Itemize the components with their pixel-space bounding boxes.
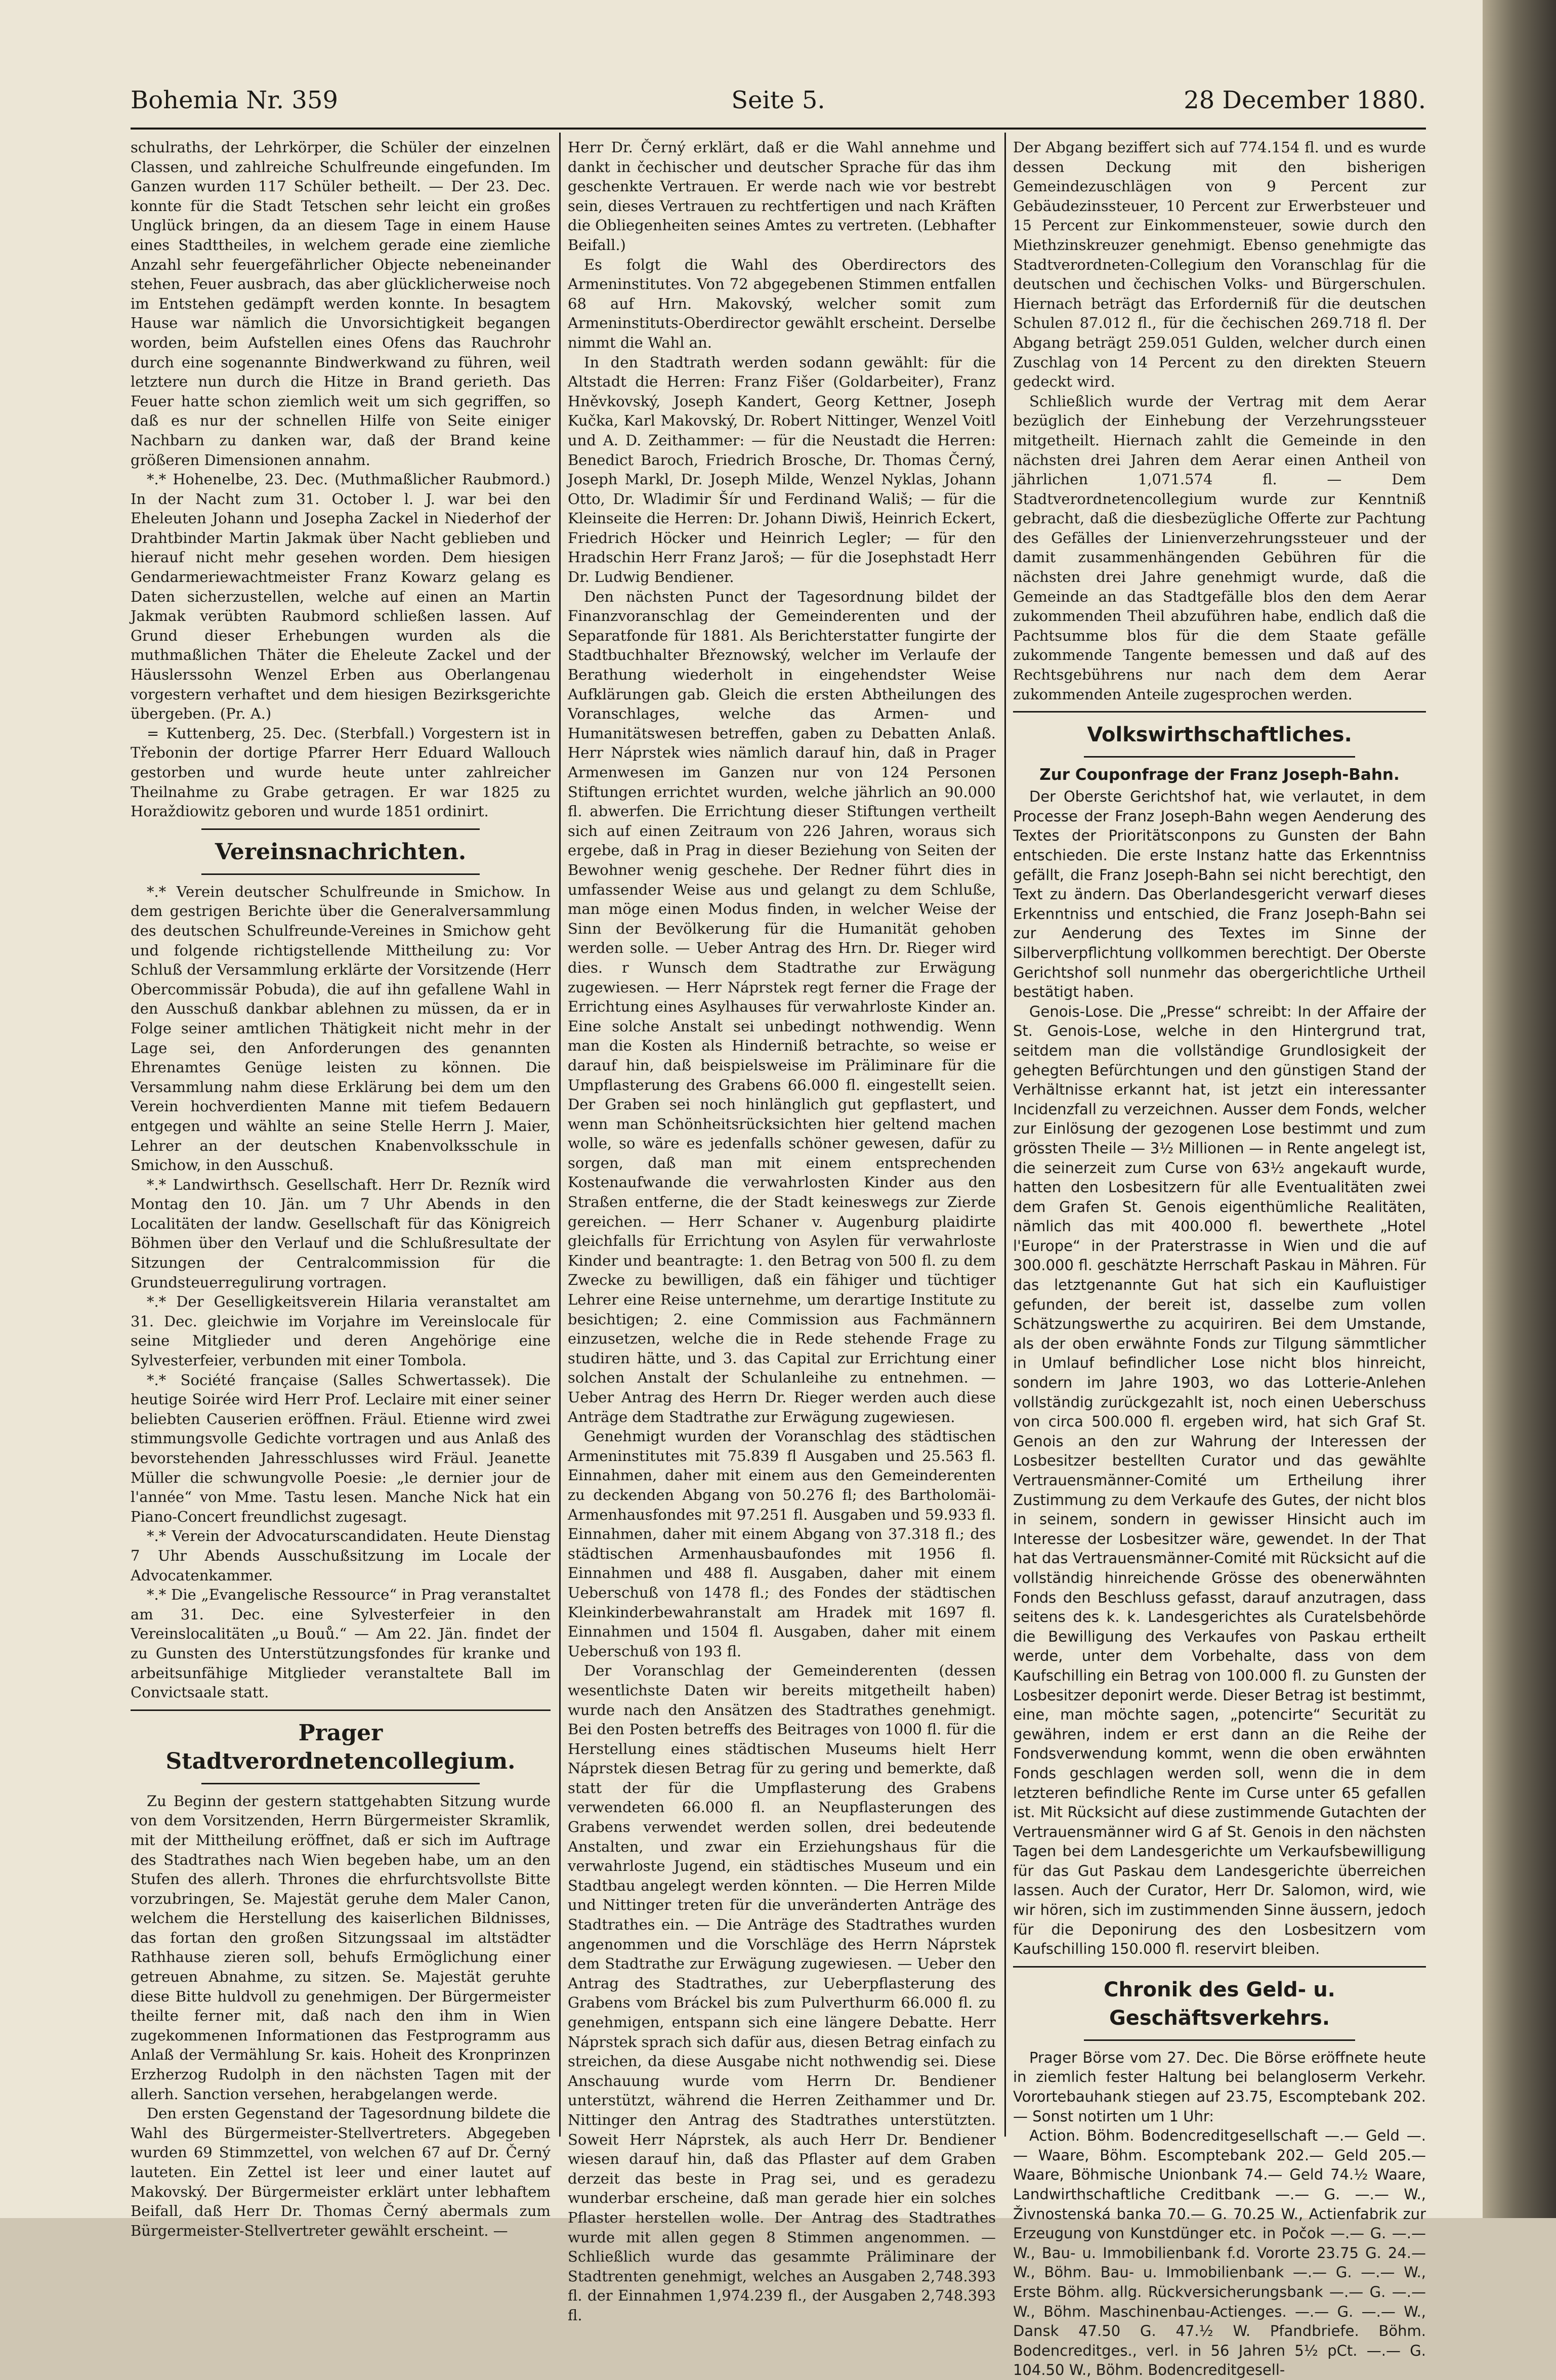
header-date: 28 December 1880. [1184, 86, 1426, 114]
section-heading: Prager Stadtverordnetencollegium. [165, 1720, 516, 1774]
article-paragraph: Action. Böhm. Bodencreditgesellschaft —.— Geld —.— Waare, Böhm. Escomptebank 202.— Geld 205.— Waare, Böhmische Unionbank 74.— Geld 74.½ Waare, Landwirthschaftliche Creditbank —.— G. —.— W., Živnostenská banka 70.— G. 70.25 W., Actienfabrik zur Erzeugung von Kunstdünger etc. in Počok —.— G. —.— W., Bau- u. Immobilienbank f.d. Vororte 23.75 G. 24.— W., Böhm. Bau- u. Immobilienbank —.— G. —.— W., Erste Böhm. allg. Rückversicherungsbank —.— G. —.— W., Böhm. Maschinenbau-Actienges. —.— G. —.— W., Dansk 47.50 G. 47.½ W. Pfandbriefe. Böhm. Bodencreditges., verl. in 56 Jahren 5½ pCt. —.— G. 104.50 W., Böhm. Bodencreditgesell- [1013, 2127, 1426, 2379]
article-paragraph: *.* Die „Evangelische Ressource“ in Prag veranstaltet am 31. Dec. eine Sylvesterfeier in den Vereinslocalitäten „u Bouů.“ — Am 22. Jän. findet der zu Gunsten des Unterstützungsfondes für kranke und arbeitsunfähige Mitglieder veranstaltete Ball im Convictsaale statt. [131, 1586, 551, 1701]
article-paragraph: *.* Verein der Advocaturscandidaten. Heute Dienstag 7 Uhr Abends Ausschußsitzung im Locale der Advocatenkammer. [131, 1527, 551, 1584]
section-rule [131, 1709, 551, 1711]
section-rule [1084, 756, 1355, 758]
section-heading: Chronik des Geld- u. Geschäftsverkehrs. [1104, 1978, 1335, 2030]
section-heading: Volkswirthschaftliches. [1087, 723, 1352, 747]
article-paragraph: Zu Beginn der gestern stattgehabten Sitzung wurde von dem Vorsitzenden, Herrn Bürgermeister Skramlik, mit der Mittheilung eröffnet, daß er sich im Auftrage des Stadtrathes nach Wien begeben habe, um an den Stufen des allerh. Thrones die ehrfurchtsvollste Bitte vorzubringen, Se. Majestät geruhe dem Maler Canon, welchem die Herstellung des kaiserlichen Bildnisses, das fortan den großen Sitzungssaal im altstädter Rathhause zieren soll, behufs Ermöglichung einer getreuen Abnahme, zu sitzen. Se. Majestät geruhte diese Bitte huldvoll zu genehmigen. Der Bürgermeister theilte ferner mit, daß nach den ihm in Wien zugekommenen Informationen das Festprogramm aus Anlaß der Vermählung Sr. kais. Hoheit des Kronprinzen Erzherzog Rudolph in den nächsten Tagen mit der allerh. Sanction versehen, herabgelangen werde. [131, 1792, 551, 2103]
article-paragraph: *.* Verein deutscher Schulfreunde in Smichow. In dem gestrigen Berichte über die Generalversammlung des deutschen Schulfreunde-Vereines in Smichow geht und folgende richtigstellende Mittheilung zu: Vor Schluß der Versammlung erklärte der Vorsitzende (Herr Obercommissär Pobuda), die auf ihn gefallene Wahl in den Ausschuß dankbar ablehnen zu müssen, da er in Folge seiner amtlichen Thätigkeit nicht mehr in der Lage sei, den Anforderungen des genannten Ehrenamtes Genüge leisten zu können. Die Versammlung nahm diese Erklärung bei dem um den Verein hochverdienten Manne mit tiefem Bedauern entgegen und wählte an seine Stelle Herrn J. Maier, Lehrer an der deutschen Knabenvolksschule in Smichow, in den Ausschuß. [131, 883, 551, 1174]
header-masthead: Bohemia Nr. 359 [131, 86, 339, 114]
article-paragraph: = Kuttenberg, 25. Dec. (Sterbfall.) Vorgestern ist in Třebonin der dortige Pfarrer Herr Eduard Wallouch gestorben und wurde heute unter zahlreicher Theilnahme zu Grabe getragen. Er war 1825 zu Horaždiowitz geboren und wurde 1851 ordinirt. [131, 724, 551, 820]
article-paragraph: *.* Der Geselligkeitsverein Hilaria veranstaltet am 31. Dec. gleichwie im Vorjahre im Vereinslocale für seine Mitglieder und deren Angehörige eine Sylvesterfeier, verbunden mit einer Tombola. [131, 1293, 551, 1369]
article-paragraph: schulraths, der Lehrkörper, die Schüler der einzelnen Classen, und zahlreiche Schulfreunde eingefunden. Im Ganzen wurden 117 Schüler betheilt. — Der 23. Dec. konnte für die Stadt Tetschen sehr leicht ein großes Unglück bringen, da an diesem Tage in einem Hause eines Stadttheiles, in welchem gerade eine ziemliche Anzahl sehr feuergefährlicher Objecte nebeneinander stehen, Feuer ausbrach, das aber glücklicherweise noch im Entstehen gedämpft werden konnte. In besagtem Hause war nämlich die Unvorsichtigkeit begangen worden, beim Aufstellen eines Ofens das Rauchrohr durch eine sogenannte Bindwerkwand zu führen, weil letztere nun durch die Hitze in Brand gerieth. Das Feuer hatte schon ziemlich weit um sich gegriffen, so daß es nur der schnellen Hilfe von Seite einiger Nachbarn zu danken war, daß der Brand keine größeren Dimensionen annahm. [131, 139, 551, 469]
article-paragraph: Prager Börse vom 27. Dec. Die Börse eröffnete heute in ziemlich fester Haltung bei belangloserm Verkehr. Vorortebauhank stiegen auf 23.75, Escomptebank 202. — Sonst notirten um 1 Uhr: [1013, 2049, 1426, 2125]
article-subheading: Zur Couponfrage der Franz Joseph-Bahn. [1039, 766, 1400, 784]
article-paragraph: In den Stadtrath werden sodann gewählt: für die Altstadt die Herren: Franz Fišer (Goldarbeiter), Franz Hněvkovský, Joseph Kandert, Georg Kettner, Joseph Kučka, Karl Makovský, Dr. Robert Nittinger, Wenzel Voitl und A. D. Zeithammer: — für die Neustadt die Herren: Benedict Baroch, Friedrich Brosche, Dr. Thomas Černý, Joseph Markl, Dr. Joseph Milde, Wenzel Nyklas, Johann Otto, Dr. Wladimir Šír und Ferdinand Wališ; — für die Kleinseite die Herren: Dr. Johann Diwiš, Heinrich Eckert, Friedrich Höcker und Heinrich Legler; — für den Hradschin Herr Franz Jaroš; — für die Josephstadt Herr Dr. Ludwig Bendiener. [568, 353, 996, 586]
article-paragraph: *.* Société française (Salles Schwertassek). Die heutige Soirée wird Herr Prof. Leclaire mit einer seiner beliebten Causerien eröffnen. Fräul. Etienne wird zwei stimmungsvolle Gedichte vortragen und aus Anlaß des bevorstehenden Jahresschlusses wird Fräul. Jeanette Müller die schwungvolle Poesie: „le dernier jour de l'année“ von Mme. Tastu lesen. Manche Nick hat ein Piano-Concert freundlichst zugesagt. [131, 1371, 551, 1525]
section-rule [201, 873, 480, 875]
article-paragraph: *.* Landwirthsch. Gesellschaft. Herr Dr. Rezník wird Montag den 10. Jän. um 7 Uhr Abends in den Localitäten der landw. Gesellschaft für das Königreich Böhmen über den Verlauf und die Schlußresultate der Sitzungen der Centralcommission für die Grundsteuerregulirung vortragen. [131, 1176, 551, 1291]
article-paragraph: Der Abgang beziffert sich auf 774.154 fl. und es wurde dessen Deckung mit den bisherigen Gemeindezuschlägen von 9 Percent zur Gebäudezinssteuer, 10 Percent zur Erwerbsteuer und 15 Percent zur Einkommensteuer, sowie durch den Miethzinskreuzer genehmigt. Ebenso genehmigte das Stadtverordneten-Collegium den Voranschlag für die deutschen und čechischen Volks- und Bürgerschulen. Hiernach beträgt das Erforderniß für die deutschen Schulen 87.012 fl., für die čechischen 269.718 fl. Der Abgang beträgt 259.051 Gulden, welcher durch einen Zuschlag von 14 Percent zu den direkten Steuern gedeckt wird. [1013, 139, 1426, 391]
article-paragraph: Der Oberste Gerichtshof hat, wie verlautet, in dem Processe der Franz Joseph-Bahn wegen Aenderung des Textes der Prioritätsconpons zu Gunsten der Bahn entschieden. Die erste Instanz hatte das Erkenntniss gefällt, die Franz Joseph-Bahn sei nicht berechtigt, den Text zu ändern. Das Oberlandesgericht verwarf dieses Erkenntniss und entschied, die Franz Joseph-Bahn sei zur Aenderung des Textes im Sinne der Silberverpflichtung vollkommen berechtigt. Der Oberste Gerichtshof soll nunmehr das obergerichtliche Urtheil bestätigt haben. [1013, 788, 1426, 1001]
section-rule [1013, 1966, 1426, 1968]
article-paragraph: Schließlich wurde der Vertrag mit dem Aerar bezüglich der Einhebung der Verzehrungssteuer mitgetheilt. Hiernach zahlt die Gemeinde in den nächsten drei Jahren dem Aerar einen Antheil von jährlichen 1,071.574 fl. — Dem Stadtverordnetencollegium wurde zur Kenntniß gebracht, daß die diesbezügliche Offerte zur Pachtung des Gefälles der Linienverzehrungssteuer und der damit zusammenhängenden Gebühren für die nächsten drei Jahre genehmigt wurde, daß die Gemeinde an das Stadtgefälle blos den dem Aerar zukommenden Theil abzuführen habe, endlich daß die Pachtsumme blos für die dem Staate gefälle zukommende Tangente bemessen und daß auf des Rechtsgebührens nur nach dem dem Aerar zukommenden Anteile zugesprochen werden. [1013, 392, 1426, 703]
article-paragraph: *.* Hohenelbe, 23. Dec. (Muthmaßlicher Raubmord.) In der Nacht zum 31. October l. J. war bei den Eheleuten Johann und Josepha Zackel in Niederhof der Drahtbinder Martin Jakmak über Nacht geblieben und hierauf nicht mehr gesehen worden. Dem hiesigen Gendarmeriewachtmeister Franz Kowarz gelang es Daten sicherzustellen, welche auf einen an Martin Jakmak verübten Raubmord schließen lassen. Auf Grund dieser Erhebungen wurden als die muthmaßlichen Thäter die Eheleute Zackel und der Häuslerssohn Wenzel Erben aus Oberlangenau vorgestern verhaftet und dem hiesigen Bezirksgerichte übergeben. (Pr. A.) [131, 471, 551, 723]
section-rule [201, 1783, 480, 1784]
column-divider [1004, 133, 1006, 2137]
section-rule [201, 828, 480, 830]
section-rule [1013, 711, 1426, 713]
column-3 [1013, 138, 1426, 2379]
article-paragraph: Den ersten Gegenstand der Tagesordnung bildete die Wahl des Bürgermeister-Stellvertreters. Abgegeben wurden 69 Stimmzettel, von welchen 67 auf Dr. Černý lauteten. Ein Zettel ist leer und einer lautet auf Makovský. Der Bürgermeister erklärt unter lebhaftem Beifall, daß Herr Dr. Thomas Černý abermals zum Bürgermeister-Stellvertreter gewählt erscheint. — [131, 2105, 551, 2239]
section-heading: Vereinsnachrichten. [215, 839, 467, 865]
scan-binding-edge [1483, 0, 1556, 2218]
column-divider [559, 133, 561, 2137]
article-paragraph: Herr Dr. Černý erklärt, daß er die Wahl annehme und dankt in čechischer und deutscher Sprache für das ihm geschenkte Vertrauen. Er werde nach wie vor bestrebt sein, dieses Vertrauen zu rechtfertigen und nach Kräften die Obliegenheiten seines Amtes zu vertreten. (Lebhafter Beifall.) [568, 139, 996, 254]
header-page-number: Seite 5. [731, 86, 825, 114]
article-paragraph: Der Voranschlag der Gemeinderenten (dessen wesentlichste Daten wir bereits mitgetheilt haben) wurde nach den Ansätzen des Stadtrathes genehmigt. Bei den Posten betreffs des Beitrages von 1000 fl. für die Herstellung eines städtischen Museums hielt Herr Náprstek diesen Betrag für zu gering und bemerkte, daß statt der für die Umpflasterung des Grabens verwendeten 66.000 fl. an Neupflasterungen des Grabens verwendet werden sollen, drei bedeutende Anstalten, und zwar ein Erziehungshaus für die verwahrloste Jugend, ein städtisches Museum und ein Stadtbau angelegt werden könnten. — Die Herren Milde und Nittinger treten für die unveränderten Anträge des Stadtrathes ein. — Die Anträge des Stadtrathes wurden angenommen und die Vorschläge des Herrn Náprstek dem Stadtrathe zur Erwägung zugewiesen. — Ueber den Antrag des Stadtrathes, zur Ueberpflasterung des Grabens vom Bráckel bis zum Pulverthurm 66.000 fl. zu genehmigen, entspann sich eine längere Debatte. Herr Náprstek sprach sich dafür aus, diesen Betrag einfach zu streichen, da diese Ausgabe nicht nothwendig sei. Diese Anschauung wurde vom Herrn Dr. Bendiener unterstützt, während die Herren Zeithammer und Dr. Nittinger den Antrag des Stadtrathes unterstützten. Soweit Herr Náprstek, als auch Herr Dr. Bendiener wiesen darauf hin, daß das Pflaster auf dem Graben derzeit das beste in Prag sei, und es geradezu wunderbar erscheine, daß man gerade hier ein solches Pflaster herstellen wolle. Der Antrag des Stadtrathes wurde mit allen gegen 8 Stimmen angenommen. — Schließlich wurde das gesammte Präliminare der Stadtrenten genehmigt, welches an Ausgaben 2,748.393 fl. der Einnahmen 1,974.239 fl., der Ausgaben 2,748.393 fl. [568, 1662, 996, 2324]
column-1 [131, 138, 551, 2239]
article-paragraph: Genois-Lose. Die „Presse“ schreibt: In der Affaire der St. Genois-Lose, welche in den Hintergrund trat, seitdem man die vollständige Grundlosigkeit der gehegten Befürchtungen und den günstigen Stand der Verhältnisse erkannt hat, ist jetzt ein interessanter Incidenzfall zu verzeichnen. Ausser dem Fonds, welcher zur Einlösung der gezogenen Lose bestimmt und zum grössten Theile — 3½ Millionen — in Rente angelegt ist, die seinerzeit zum Curse von 63½ angekauft wurde, hatten den Losbesitzern für alle Eventualitäten zwei dem Grafen St. Genois eigenthümliche Realitäten, nämlich das mit 400.000 fl. bewerthete „Hotel l'Europe“ in der Praterstrasse in Wien und die auf 300.000 fl. geschätzte Herrschaft Paskau in Mähren. Für das letztgenannte Gut hat sich ein Kaufluistiger gefunden, der bereit ist, dasselbe zum vollen Schätzungswerthe zu acquiriren. Bei dem Umstande, als der oben erwähnte Fonds zur Tilgung sämmtlicher in Umlauf befindlicher Lose nicht blos hinreicht, sondern im Jahre 1903, wo das Lotterie-Anlehen vollständig zurückgezahlt ist, noch einen Ueberschuss von circa 500.000 fl. ergeben wird, hat sich Graf St. Genois an den zur Wahrung der Interessen der Losbesitzer bestellten Curator und das gewählte Vertrauensmänner-Comité um Ertheilung ihrer Zustimmung zu dem Verkaufe des Gutes, der nicht blos in seinem, sondern in gewisser Hinsicht auch im Interesse der Losbesitzer wäre, gewendet. In der That hat das Vertrauensmänner-Comité mit Rücksicht auf die vollständig hinreichende Grösse des obenerwähnten Fonds den Beschluss gefasst, darauf anzutragen, dass seitens des k. k. Landesgerichtes als Curatelsbehörde die Bewilligung des Verkaufes von Paskau ertheilt werde, unter dem Vorbehalte, dass von dem Kaufschilling ein Betrag von 100.000 fl. zu Gunsten der Losbesitzer deponirt werde. Dieser Betrag ist bestimmt, eine, man möchte sagen, „potencirte“ Securität zu gewähren, indem er erst dann an die Reihe der Fondsverwendung kommt, wenn die oben erwähnten Fonds geschlagen werden soll, wenn die in dem letzteren befindliche Rente im Curse unter 65 gefallen ist. Mit Rücksicht auf diese zustimmende Gutachten der Vertrauensmänner wird G af St. Genois in den nächsten Tagen bei dem Landesgerichte um Verkaufsbewilligung für das Gut Paskau dem Landesgerichte überreichen lassen. Auch der Curator, Herr Dr. Salomon, wird, wie wir hören, sich im zustimmenden Sinne äussern, jedoch für die Deponirung des den Losbesitzern vom Kaufschilling 150.000 fl. reservirt bleiben. [1013, 1003, 1426, 1958]
page-header [131, 86, 1426, 121]
article-paragraph: Es folgt die Wahl des Oberdirectors des Armeninstitutes. Von 72 abgegebenen Stimmen entfallen 68 auf Hrn. Makovský, welcher somit zum Armeninstituts-Oberdirector gewählt erscheint. Derselbe nimmt die Wahl an. [568, 256, 996, 351]
article-paragraph: Den nächsten Punct der Tagesordnung bildet der Finanzvoranschlag der Gemeinderenten und der Separatfonde für 1881. Als Berichterstatter fungirte der Stadtbuchhalter Březnowský, welcher im Verlaufe der Berathung wiederholt in eingehendster Weise Aufklärungen gab. Gleich die ersten Abtheilungen des Voranschlages, welche das Armen- und Humanitätswesen betreffen, gaben zu Debatten Anlaß. Herr Náprstek wies nämlich darauf hin, daß in Prager Armenwesen im Ganzen nur von 124 Personen Stiftungen errichtet wurden, welche jährlich an 90.000 fl. abwerfen. Die Errichtung dieser Stiftungen vertheilt sich auf einen Zeitraum von 226 Jahren, woraus sich ergebe, daß in Prag in dieser Beziehung von Seiten der Bewohner wenig geschehe. Der Redner führt dies in umfassender Weise aus und gelangt zu dem Schluße, man möge einen Modus finden, in welcher Weise der Sinn der Bevölkerung für die Humanität gehoben werden solle. — Ueber Antrag des Hrn. Dr. Rieger wird dies. r Wunsch dem Stadtrathe zur Erwägung zugewiesen. — Herr Náprstek regt ferner die Frage der Errichtung eines Asylhauses für verwahrloste Kinder an. Eine solche Anstalt sei unbedingt nothwendig. Wenn man die Kosten als Hinderniß betrachte, so weise er darauf hin, daß beispielsweise im Präliminare für die Umpflasterung des Grabens 66.000 fl. eingestellt seien. Der Graben sei noch hinlänglich gut gepflastert, und wenn man Schönheitsrücksichten hier geltend machen wolle, so wäre es jedenfalls schöner gewesen, dafür zu sorgen, daß man mit einem entsprechenden Kostenaufwande die verwahrlosten Kinder aus den Straßen entferne, die der Stadt keineswegs zur Zierde gereichen. — Herr Schaner v. Augenburg plaidirte gleichfalls für Errichtung von Asylen für verwahrloste Kinder und beantragte: 1. den Betrag von 500 fl. zu dem Zwecke zu bewilligen, daß ein fähiger und tüchtiger Lehrer eine Reise unternehme, um derartige Institute zu besichtigen; 2. eine Commission aus Fachmännern einzusetzen, welche die in Rede stehende Frage zu studiren hätte, und 3. das Capital zur Errichtung einer solchen Anstalt der Schulanleihe zu entnehmen. — Ueber Antrag des Herrn Dr. Rieger werden auch diese Anträge dem Stadtrathe zur Erwägung zugewiesen. [568, 588, 996, 1426]
column-2 [568, 138, 996, 2324]
header-rule [131, 128, 1426, 130]
article-paragraph: Genehmigt wurden der Voranschlag des städtischen Armeninstitutes mit 75.839 fl Ausgaben und 25.563 fl. Einnahmen, daher mit einem aus den Gemeinderenten zu deckenden Abgang von 50.276 fl; des Bartholomäi-Armenhausfondes mit 97.251 fl. Ausgaben und 59.933 fl. Einnahmen, daher mit einem Abgang von 37.318 fl.; des städtischen Armenhausbaufondes mit 1956 fl. Einnahmen und 488 fl. Ausgaben, daher mit einem Ueberschuß von 1478 fl.; des Fondes der städtischen Kleinkinderbewahranstalt am Hradek mit 1697 fl. Einnahmen und 1504 fl. Ausgaben, daher mit einem Ueberschuß von 193 fl. [568, 1428, 996, 1660]
section-rule [1084, 2039, 1355, 2041]
